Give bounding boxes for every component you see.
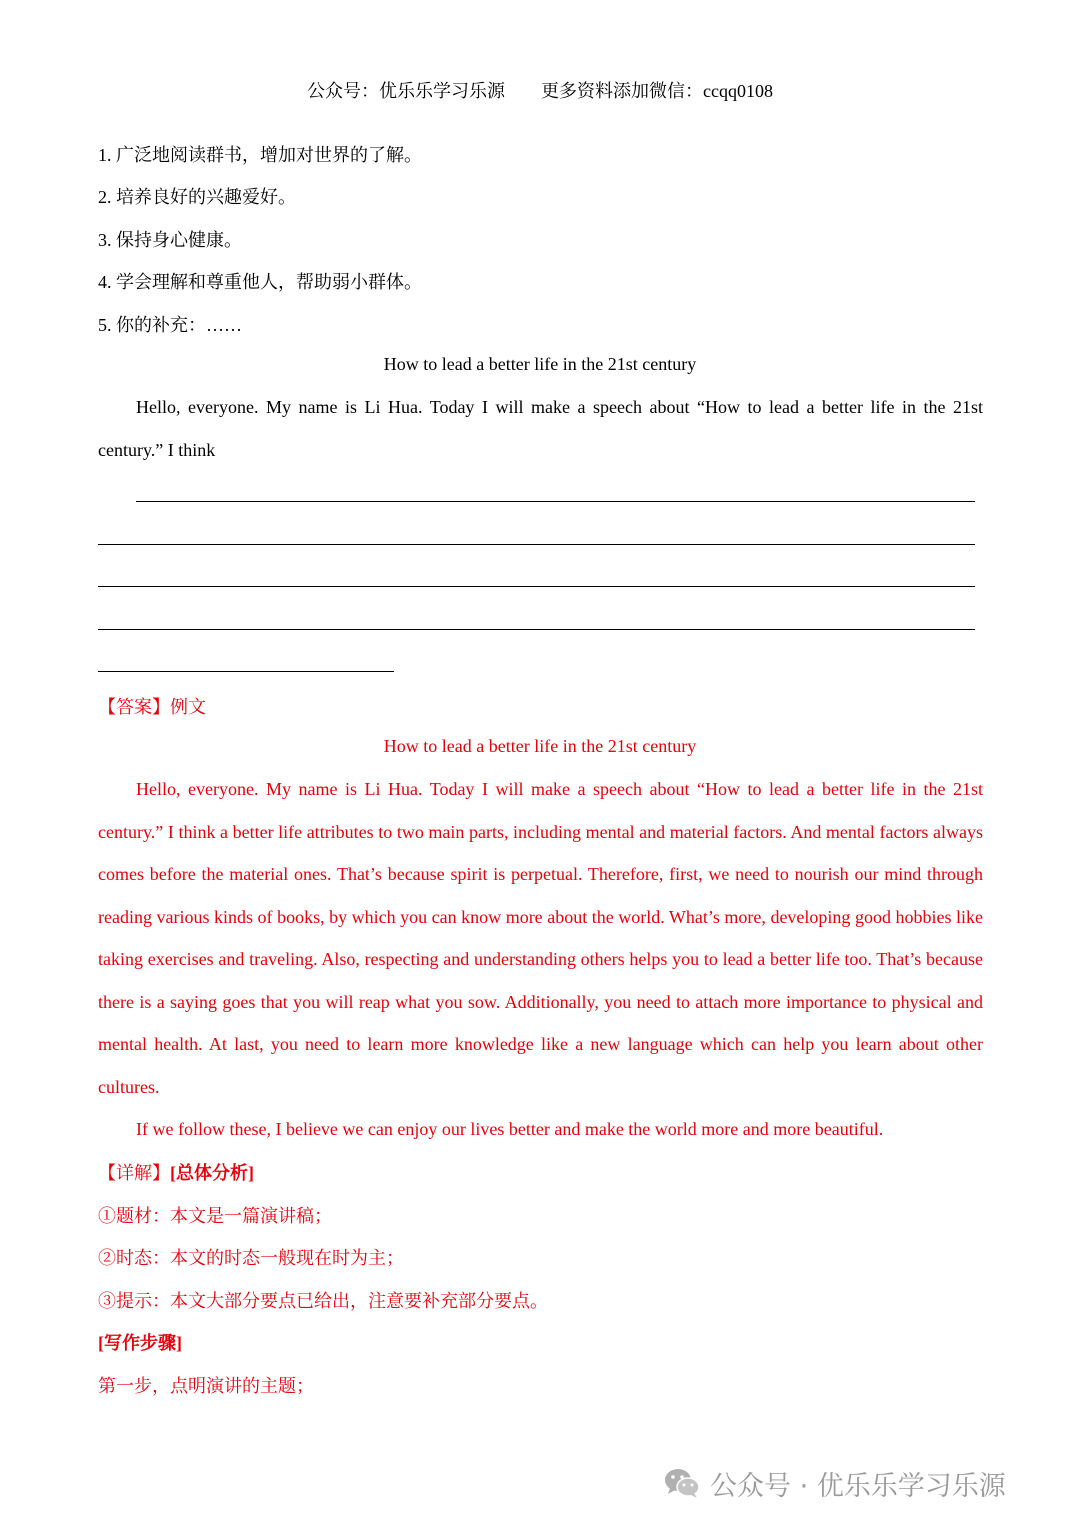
answer-paragraph-2: If we follow these, I believe we can enjoy our lives better and make the world more and more beautiful.	[136, 1119, 884, 1139]
task-opening: Hello, everyone. My name is Li Hua. Today I will make a speech about “How to lead a better life in the 21st century.” I think	[98, 397, 983, 460]
header-account: 公众号：优乐乐学习乐源	[307, 81, 505, 101]
detail-label: 【详解】	[98, 1163, 170, 1183]
prompt-item-5: 5. 你的补充：……	[98, 315, 242, 335]
answer-blank-line-5	[98, 671, 394, 672]
overall-analysis-heading: [总体分析]	[170, 1163, 254, 1183]
watermark-text: 公众号 · 优乐乐学习乐源	[710, 1470, 1006, 1502]
header-contact: 更多资料添加微信：ccqq0108	[541, 81, 773, 101]
detail-point-3: ③提示：本文大部分要点已给出，注意要补充部分要点。	[98, 1291, 548, 1311]
answer-title: How to lead a better life in the 21st century	[383, 736, 697, 756]
answer-blank-line-3	[98, 586, 975, 587]
watermark	[662, 1462, 1006, 1504]
writing-step-1: 第一步，点明演讲的主题；	[98, 1376, 314, 1396]
prompt-item-2: 2. 培养良好的兴趣爱好。	[98, 187, 296, 207]
page-header	[0, 77, 1080, 103]
answer-label: 【答案】例文	[98, 697, 206, 717]
answer-paragraph-1: Hello, everyone. My name is Li Hua. Today I will make a speech about “How to lead a better life in the 21st century.” I think a better life attributes to two main parts, including mental and material factors. And mental factors always comes before the material ones. That’s because spirit is perpetual. Therefore, first, we need to nourish our mind through reading various kinds of books, by which you can know more about the world. What’s more, developing good hobbies like taking exercises and traveling. Also, respecting and understanding others helps you to lead a better life too. That’s because there is a saying goes that you will reap what you sow. Additionally, you need to attach more importance to physical and mental health. At last, you need to learn more knowledge like a new language which can help you learn about other cultures.	[98, 779, 983, 1097]
answer-blank-line-4	[98, 629, 975, 630]
prompt-item-1: 1. 广泛地阅读群书，增加对世界的了解。	[98, 145, 422, 165]
wechat-icon	[662, 1463, 702, 1503]
writing-steps-heading: [写作步骤]	[98, 1333, 182, 1353]
answer-blank-line-2	[98, 544, 975, 545]
detail-point-1: ①题材：本文是一篇演讲稿；	[98, 1206, 332, 1226]
prompt-item-3: 3. 保持身心健康。	[98, 230, 242, 250]
detail-heading	[98, 1159, 254, 1185]
answer-blank-line-1	[136, 501, 975, 502]
task-title: How to lead a better life in the 21st century	[383, 354, 697, 374]
detail-point-2: ②时态：本文的时态一般现在时为主；	[98, 1248, 404, 1268]
prompt-item-4: 4. 学会理解和尊重他人，帮助弱小群体。	[98, 272, 422, 292]
